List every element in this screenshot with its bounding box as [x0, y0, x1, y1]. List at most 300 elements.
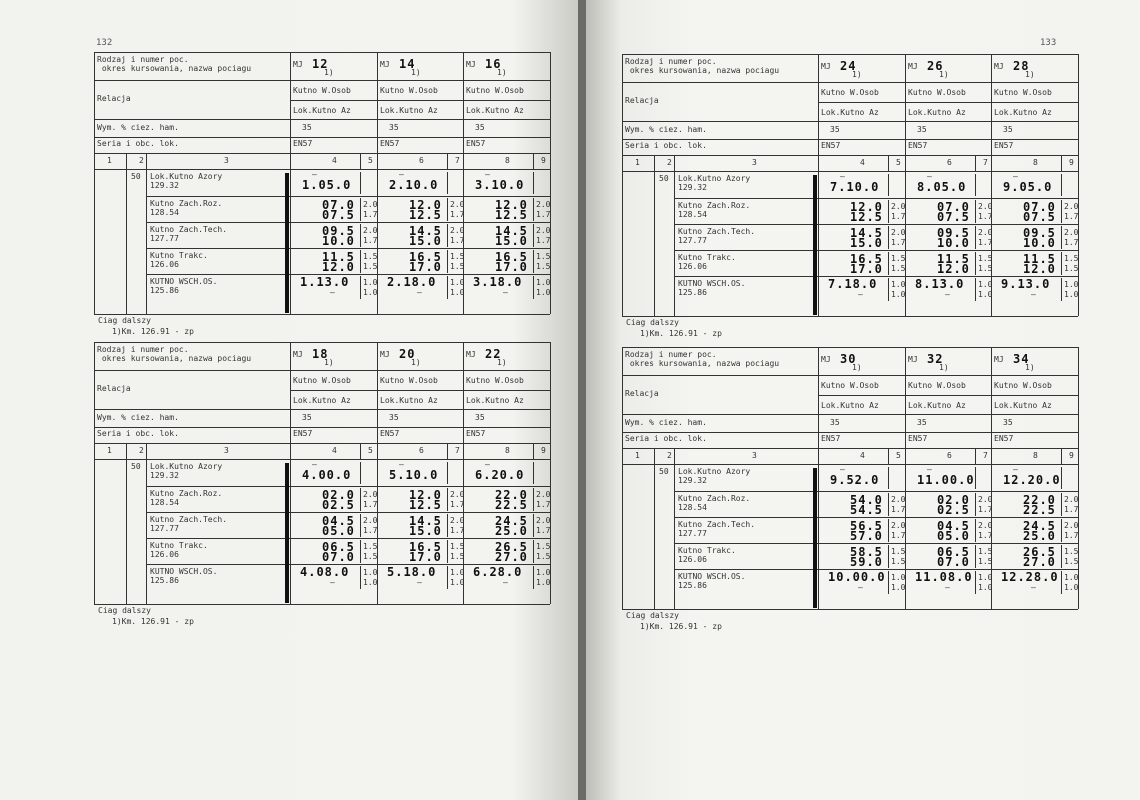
- run-time: 1.0: [891, 280, 906, 289]
- route-bar: [813, 468, 817, 608]
- time: 15.0: [409, 234, 442, 248]
- time: 09.5: [322, 224, 355, 238]
- rule-line: [146, 248, 550, 249]
- run-time: 1.5: [450, 252, 465, 261]
- run-time: 1.7: [363, 236, 378, 245]
- run-time: 1.7: [536, 500, 551, 509]
- rule-line: [975, 493, 976, 516]
- station-km: 126.06: [678, 262, 707, 271]
- rule-line: [94, 342, 550, 343]
- col-number: 3: [752, 158, 757, 167]
- dash: —: [945, 290, 950, 299]
- run-time: 1.5: [450, 552, 465, 561]
- run-time: 1.7: [891, 531, 906, 540]
- run-time: 1.0: [363, 288, 378, 297]
- col-number: 5: [896, 158, 901, 167]
- dash: —: [927, 465, 932, 474]
- run-time: 1.7: [891, 505, 906, 514]
- run-time: 2.0: [978, 228, 993, 237]
- time: 26.5: [495, 540, 528, 554]
- rule-line: [888, 200, 889, 223]
- time: 07.0: [937, 200, 970, 214]
- dash: —: [503, 578, 508, 587]
- col-number: 1: [635, 451, 640, 460]
- rule-line: [360, 224, 361, 247]
- rule-line: [622, 347, 623, 609]
- station-km: 128.54: [678, 503, 707, 512]
- rule-line: [447, 443, 448, 459]
- footnote: 1)Km. 126.91 - zp: [112, 617, 194, 626]
- rule-line: [622, 54, 1078, 55]
- brake-weight: 35: [389, 123, 399, 132]
- train-number: 24: [840, 59, 857, 73]
- train-number: 32: [927, 352, 944, 366]
- rule-line: [622, 316, 1078, 317]
- rule-line: [447, 462, 448, 484]
- rule-line: [360, 462, 361, 484]
- brake-weight: 35: [1003, 125, 1013, 134]
- run-time: 1.5: [1064, 264, 1079, 273]
- row-label: okres kursowania, nazwa pociagu: [625, 359, 780, 368]
- col-number: 1: [107, 156, 112, 165]
- rule-line: [1061, 252, 1062, 275]
- rule-line: [447, 224, 448, 247]
- station-name: Lok.Kutno Azory: [678, 174, 751, 183]
- time: 06.5: [937, 545, 970, 559]
- station-km: 126.06: [150, 260, 179, 269]
- rule-line: [1061, 571, 1062, 594]
- brake-weight: 35: [302, 413, 312, 422]
- rule-line: [888, 467, 889, 489]
- station-km: 125.86: [150, 576, 179, 585]
- run-time: 2.0: [363, 516, 378, 525]
- arrival-time: 4.08.0: [300, 565, 350, 579]
- rule-line: [654, 155, 655, 316]
- rule-line: [94, 80, 550, 81]
- departure-time: 12.20.0: [1003, 473, 1061, 487]
- rule-line: [447, 514, 448, 537]
- time: 25.0: [495, 524, 528, 538]
- timetable: [94, 52, 551, 336]
- run-time: 2.0: [363, 200, 378, 209]
- station-km: 127.77: [678, 529, 707, 538]
- rule-line: [622, 464, 1078, 465]
- rule-line: [94, 52, 95, 314]
- dash: —: [1013, 465, 1018, 474]
- time: 22.0: [1023, 493, 1056, 507]
- rule-line: [674, 543, 1078, 544]
- rule-line: [94, 52, 550, 53]
- col-number: 9: [1069, 158, 1074, 167]
- rule-line: [360, 514, 361, 537]
- rule-line: [888, 226, 889, 249]
- run-time: 1.0: [978, 583, 993, 592]
- brake-weight: 35: [389, 413, 399, 422]
- station-km: 129.32: [678, 476, 707, 485]
- run-time: 1.0: [1064, 290, 1079, 299]
- train-number: 28: [1013, 59, 1030, 73]
- run-time: 1.5: [536, 552, 551, 561]
- rule-line: [1061, 200, 1062, 223]
- col-number: 8: [505, 156, 510, 165]
- rule-line: [975, 467, 976, 489]
- relation-from: Kutno W.Osob: [380, 86, 438, 95]
- run-time: 1.0: [1064, 280, 1079, 289]
- rule-line: [975, 545, 976, 568]
- time: 17.0: [850, 262, 883, 276]
- rule-line: [674, 491, 1078, 492]
- run-time: 1.5: [978, 557, 993, 566]
- run-time: 2.0: [891, 202, 906, 211]
- row-label: Wym. % ciez. ham.: [625, 418, 707, 427]
- rule-line: [1061, 448, 1062, 464]
- col-number: 6: [419, 446, 424, 455]
- station-name: Kutno Zach.Roz.: [678, 494, 751, 503]
- rule-line: [94, 342, 95, 604]
- rule-line: [146, 512, 550, 513]
- rule-line: [1061, 155, 1062, 171]
- time: 07.5: [322, 208, 355, 222]
- relation-to: Lok.Kutno Az: [466, 106, 524, 115]
- rule-line: [888, 278, 889, 301]
- rule-line: [447, 172, 448, 194]
- footnote: 1)Km. 126.91 - zp: [112, 327, 194, 336]
- train-type: MJ: [293, 350, 303, 359]
- rule-line: [126, 153, 127, 314]
- rule-line: [550, 342, 551, 604]
- rule-line: [290, 390, 550, 391]
- rule-line: [533, 224, 534, 247]
- rule-line: [975, 200, 976, 223]
- run-time: 2.0: [536, 200, 551, 209]
- run-time: 1.5: [450, 542, 465, 551]
- train-number: 22: [485, 347, 502, 361]
- rule-line: [146, 459, 147, 604]
- rule-line: [126, 443, 127, 604]
- run-time: 2.0: [1064, 521, 1079, 530]
- loco-series: EN57: [821, 141, 841, 150]
- train-type: MJ: [994, 62, 1004, 71]
- run-time: 2.0: [450, 490, 465, 499]
- station-name: Kutno Zach.Tech.: [150, 225, 228, 234]
- brake-weight: 35: [917, 125, 927, 134]
- run-time: 1.0: [978, 290, 993, 299]
- train-footnote-ref: 1): [939, 70, 949, 79]
- time: 12.5: [409, 498, 442, 512]
- relation-to: Lok.Kutno Az: [380, 396, 438, 405]
- rule-line: [888, 493, 889, 516]
- run-time: 1.5: [536, 262, 551, 271]
- rule-line: [533, 514, 534, 537]
- train-type: MJ: [380, 350, 390, 359]
- dash: —: [399, 170, 404, 179]
- row-label: Rodzaj i numer poc.: [625, 350, 717, 359]
- run-time: 1.5: [363, 262, 378, 271]
- station-km: 125.86: [150, 286, 179, 295]
- run-time: 2.0: [450, 226, 465, 235]
- time: 57.0: [850, 529, 883, 543]
- rule-line: [146, 538, 550, 539]
- col-number: 3: [752, 451, 757, 460]
- rule-line: [447, 540, 448, 563]
- run-time: 2.0: [1064, 202, 1079, 211]
- time: 58.5: [850, 545, 883, 559]
- departure-time: 4.00.0: [302, 468, 352, 482]
- station-km: 125.86: [678, 581, 707, 590]
- time: 02.0: [937, 493, 970, 507]
- time: 56.5: [850, 519, 883, 533]
- train-number: 16: [485, 57, 502, 71]
- rule-line: [888, 448, 889, 464]
- time: 12.5: [495, 208, 528, 222]
- rule-line: [975, 226, 976, 249]
- station-km: 126.06: [150, 550, 179, 559]
- row-label: Rodzaj i numer poc.: [97, 55, 189, 64]
- time: 09.5: [937, 226, 970, 240]
- station-km: 129.32: [150, 471, 179, 480]
- rule-line: [94, 370, 550, 371]
- station-name: Kutno Trakc.: [150, 251, 208, 260]
- row-label: okres kursowania, nazwa pociagu: [625, 66, 780, 75]
- rule-line: [533, 250, 534, 273]
- run-time: 1.7: [891, 212, 906, 221]
- station-name: KUTNO WSCH.OS.: [150, 277, 218, 286]
- dash: —: [840, 465, 845, 474]
- station-name: Kutno Zach.Roz.: [678, 201, 751, 210]
- time: 16.5: [409, 250, 442, 264]
- time: 17.0: [409, 550, 442, 564]
- dash: —: [1031, 290, 1036, 299]
- arrival-time: 7.18.0: [828, 277, 878, 291]
- footnote: 1)Km. 126.91 - zp: [640, 622, 722, 631]
- km-label: 50: [131, 172, 141, 181]
- run-time: 1.7: [450, 210, 465, 219]
- arrival-time: 8.13.0: [915, 277, 965, 291]
- train-footnote-ref: 1): [1025, 70, 1035, 79]
- loco-series: EN57: [293, 139, 313, 148]
- rule-line: [447, 250, 448, 273]
- station-name: KUTNO WSCH.OS.: [678, 279, 746, 288]
- rule-line: [360, 172, 361, 194]
- relation-from: Kutno W.Osob: [821, 381, 879, 390]
- relation-from: Kutno W.Osob: [994, 88, 1052, 97]
- run-time: 1.5: [1064, 557, 1079, 566]
- rule-line: [533, 153, 534, 169]
- col-number: 8: [1033, 451, 1038, 460]
- station-name: Lok.Kutno Azory: [678, 467, 751, 476]
- time: 04.5: [322, 514, 355, 528]
- run-time: 1.7: [978, 238, 993, 247]
- time: 22.0: [495, 488, 528, 502]
- timetable: [622, 347, 1079, 631]
- time: 07.0: [322, 550, 355, 564]
- run-time: 2.0: [450, 200, 465, 209]
- col-number: 9: [1069, 451, 1074, 460]
- train-footnote-ref: 1): [411, 358, 421, 367]
- time: 12.0: [495, 198, 528, 212]
- rule-line: [674, 224, 1078, 225]
- departure-time: 8.05.0: [917, 180, 967, 194]
- col-number: 9: [541, 446, 546, 455]
- dash: —: [312, 170, 317, 179]
- time: 05.0: [322, 524, 355, 538]
- run-time: 1.7: [978, 505, 993, 514]
- run-time: 1.5: [450, 262, 465, 271]
- time: 10.0: [322, 234, 355, 248]
- col-number: 6: [947, 451, 952, 460]
- route-bar: [285, 173, 289, 313]
- run-time: 1.5: [536, 542, 551, 551]
- col-number: 8: [1033, 158, 1038, 167]
- run-time: 1.0: [891, 290, 906, 299]
- rule-line: [447, 488, 448, 511]
- rule-line: [654, 448, 655, 609]
- departure-time: 1.05.0: [302, 178, 352, 192]
- rule-line: [622, 347, 1078, 348]
- run-time: 1.0: [536, 278, 551, 287]
- station-name: Kutno Zach.Tech.: [678, 227, 756, 236]
- rule-line: [533, 462, 534, 484]
- col-number: 5: [896, 451, 901, 460]
- continued-label: Ciag dalszy: [98, 606, 151, 615]
- run-time: 1.5: [536, 252, 551, 261]
- time: 12.0: [937, 262, 970, 276]
- dash: —: [330, 288, 335, 297]
- loco-series: EN57: [380, 139, 400, 148]
- time: 26.5: [1023, 545, 1056, 559]
- dash: —: [927, 172, 932, 181]
- rule-line: [622, 139, 1078, 140]
- time: 15.0: [850, 236, 883, 250]
- rule-line: [888, 155, 889, 171]
- train-footnote-ref: 1): [497, 358, 507, 367]
- loco-series: EN57: [380, 429, 400, 438]
- time: 07.5: [937, 210, 970, 224]
- row-label: Seria i obc. lok.: [97, 429, 179, 438]
- time: 12.5: [409, 208, 442, 222]
- rule-line: [360, 250, 361, 273]
- rule-line: [533, 540, 534, 563]
- rule-line: [94, 427, 550, 428]
- run-time: 1.0: [450, 578, 465, 587]
- station-name: Lok.Kutno Azory: [150, 462, 223, 471]
- row-label: Rodzaj i numer poc.: [97, 345, 189, 354]
- col-number: 2: [667, 451, 672, 460]
- run-time: 1.0: [363, 568, 378, 577]
- rule-line: [360, 540, 361, 563]
- rule-line: [447, 153, 448, 169]
- rule-line: [622, 82, 1078, 83]
- run-time: 1.7: [536, 210, 551, 219]
- run-time: 1.0: [536, 578, 551, 587]
- rule-line: [360, 488, 361, 511]
- time: 22.5: [1023, 503, 1056, 517]
- train-footnote-ref: 1): [324, 358, 334, 367]
- time: 02.5: [322, 498, 355, 512]
- train-type: MJ: [821, 355, 831, 364]
- relation-from: Kutno W.Osob: [994, 381, 1052, 390]
- station-km: 127.77: [678, 236, 707, 245]
- col-number: 2: [139, 156, 144, 165]
- train-footnote-ref: 1): [1025, 363, 1035, 372]
- rule-line: [975, 571, 976, 594]
- run-time: 2.0: [536, 516, 551, 525]
- arrival-time: 5.18.0: [387, 565, 437, 579]
- train-footnote-ref: 1): [324, 68, 334, 77]
- col-number: 5: [368, 446, 373, 455]
- row-label: Relacja: [97, 94, 131, 103]
- rule-line: [622, 155, 1078, 156]
- rule-line: [360, 153, 361, 169]
- km-label: 50: [659, 467, 669, 476]
- train-type: MJ: [908, 355, 918, 364]
- page-number: 132: [96, 38, 113, 48]
- time: 12.0: [1023, 262, 1056, 276]
- rule-line: [888, 252, 889, 275]
- run-time: 2.0: [536, 490, 551, 499]
- station-km: 128.54: [678, 210, 707, 219]
- relation-from: Kutno W.Osob: [380, 376, 438, 385]
- run-time: 1.0: [891, 573, 906, 582]
- loco-series: EN57: [293, 429, 313, 438]
- col-number: 6: [419, 156, 424, 165]
- time: 14.5: [409, 514, 442, 528]
- rule-line: [975, 448, 976, 464]
- train-footnote-ref: 1): [939, 363, 949, 372]
- run-time: 1.7: [978, 212, 993, 221]
- run-time: 2.0: [1064, 228, 1079, 237]
- run-time: 1.0: [450, 278, 465, 287]
- rule-line: [94, 314, 550, 315]
- run-time: 1.7: [363, 210, 378, 219]
- run-time: 2.0: [450, 516, 465, 525]
- arrival-time: 3.18.0: [473, 275, 523, 289]
- brake-weight: 35: [475, 413, 485, 422]
- rule-line: [1078, 347, 1079, 609]
- brake-weight: 35: [475, 123, 485, 132]
- train-footnote-ref: 1): [852, 70, 862, 79]
- run-time: 1.0: [978, 573, 993, 582]
- relation-to: Lok.Kutno Az: [380, 106, 438, 115]
- train-number: 34: [1013, 352, 1030, 366]
- time: 16.5: [850, 252, 883, 266]
- train-number: 14: [399, 57, 416, 71]
- rule-line: [533, 276, 534, 299]
- station-name: KUTNO WSCH.OS.: [678, 572, 746, 581]
- rule-line: [622, 609, 1078, 610]
- loco-series: EN57: [821, 434, 841, 443]
- arrival-time: 10.00.0: [828, 570, 886, 584]
- rule-line: [622, 121, 1078, 122]
- time: 25.0: [1023, 529, 1056, 543]
- rule-line: [818, 102, 1078, 103]
- run-time: 1.5: [363, 252, 378, 261]
- footnote: 1)Km. 126.91 - zp: [640, 329, 722, 338]
- run-time: 2.0: [891, 521, 906, 530]
- relation-to: Lok.Kutno Az: [908, 108, 966, 117]
- run-time: 1.5: [978, 547, 993, 556]
- rule-line: [146, 486, 550, 487]
- time: 11.5: [322, 250, 355, 264]
- time: 12.0: [409, 488, 442, 502]
- time: 07.0: [937, 555, 970, 569]
- rule-line: [94, 119, 550, 120]
- page-number: 133: [1040, 38, 1057, 48]
- rule-line: [888, 519, 889, 542]
- run-time: 2.0: [978, 495, 993, 504]
- rule-line: [1061, 467, 1062, 489]
- loco-series: EN57: [994, 434, 1014, 443]
